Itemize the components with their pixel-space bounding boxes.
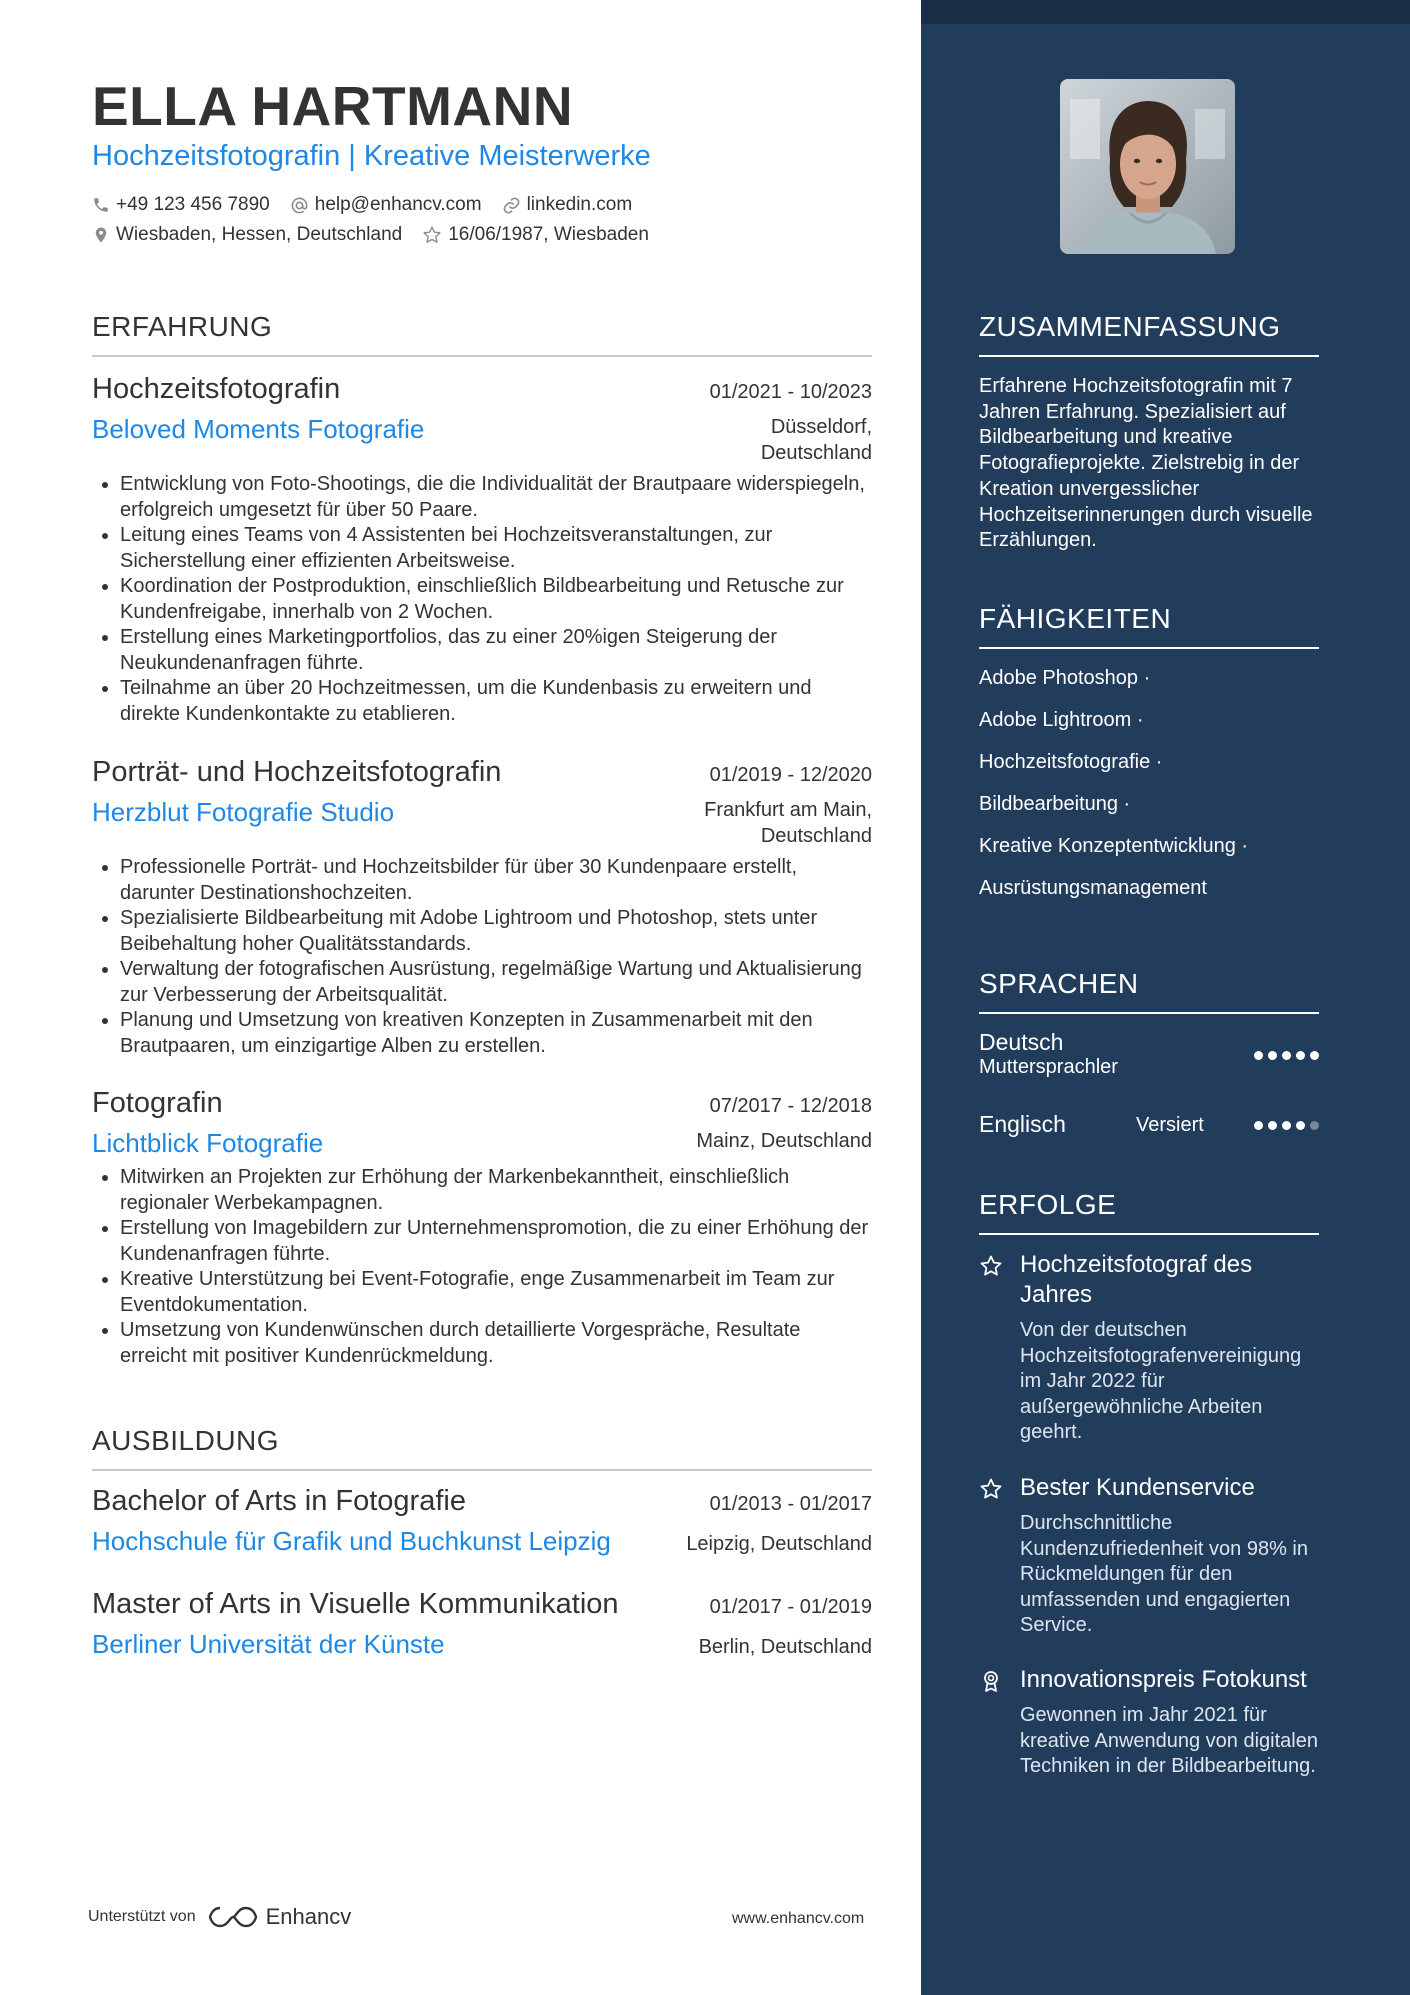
job-location-line: Düsseldorf, — [770, 416, 872, 438]
job-bullet: • Erstellung von Imagebildern zur Unternehmenspromotion, die zu einer Erhöhung der Kundenanfragen führte. — [120, 1216, 872, 1267]
job-company: Lichtblick Fotografie — [92, 1128, 324, 1158]
job-bullets — [92, 1165, 872, 1369]
job-entry — [92, 1087, 872, 1369]
achievements-heading: ERFOLGE — [979, 1189, 1319, 1235]
contact-email[interactable] — [290, 194, 482, 216]
candidate-name: ELLA HARTMANN — [92, 75, 574, 137]
portrait-image — [1060, 79, 1235, 254]
job-title: Hochzeitsfotografin — [92, 373, 341, 405]
language-rating — [1249, 1051, 1319, 1060]
rating-dot-filled — [1268, 1051, 1277, 1060]
powered-by-text: Unterstützt von — [88, 1908, 196, 1925]
summary-heading: ZUSAMMENFASSUNG — [979, 311, 1319, 357]
enhancv-logo-icon — [208, 1904, 258, 1930]
profile-photo — [1060, 79, 1235, 254]
rating-dot-filled — [1282, 1121, 1291, 1130]
rating-dot-filled — [1268, 1121, 1277, 1130]
email-text: help@enhancv.com — [314, 194, 482, 215]
achievement-title: Innovationspreis Fotokunst — [1020, 1666, 1307, 1693]
skill-item: Kreative Konzeptentwicklung · — [979, 835, 1249, 857]
award-icon — [979, 1669, 1003, 1693]
phone-text: +49 123 456 7890 — [116, 194, 270, 215]
degree-date: 01/2017 - 01/2019 — [709, 1596, 872, 1618]
skills-heading: FÄHIGKEITEN — [979, 603, 1319, 649]
footer-website[interactable]: www.enhancv.com — [732, 1910, 865, 1927]
location-pin-icon — [92, 225, 110, 245]
contact-row-2 — [92, 224, 669, 246]
school-location: Leipzig, Deutschland — [686, 1533, 872, 1555]
rating-dot-filled — [1254, 1051, 1263, 1060]
summary-text: Erfahrene Hochzeitsfotografin mit 7 Jahren Erfahrung. Spezialisiert auf Bildbearbeitung und kreative Fotografieprojekte. Zielstrebig in der Kreation unvergesslicher Hochzeitserinnerungen durch visuelle Erzählungen. — [979, 375, 1313, 552]
job-title: Porträt- und Hochzeitsfotografin — [92, 756, 502, 788]
contact-phone — [92, 194, 270, 216]
achievement-entry — [979, 1250, 1319, 1446]
achievement-desc: Gewonnen im Jahr 2021 für kreative Anwendung von digitalen Techniken in der Bildbearbeitung. — [1020, 1704, 1318, 1777]
experience-heading: ERFAHRUNG — [92, 311, 872, 357]
birth-text: 16/06/1987, Wiesbaden — [448, 224, 649, 245]
education-entry — [92, 1588, 872, 1660]
job-bullet: • Planung und Umsetzung von kreativen Konzepten in Zusammenarbeit mit den Brautpaaren, um einzigartige Alben zu erstellen. — [120, 1008, 872, 1059]
job-company: Beloved Moments Fotografie — [92, 414, 425, 444]
degree-title: Bachelor of Arts in Fotografie — [92, 1485, 466, 1517]
education-entry — [92, 1485, 872, 1557]
school-location: Berlin, Deutschland — [698, 1636, 872, 1658]
job-bullet: • Leitung eines Teams von 4 Assistenten bei Hochzeitsveranstaltungen, zur Sicherstellung einer effizienten Arbeitsweise. — [120, 523, 872, 574]
job-location-line: Mainz, Deutschland — [696, 1130, 872, 1152]
location-text: Wiesbaden, Hessen, Deutschland — [116, 224, 403, 245]
job-bullet: • Umsetzung von Kundenwünschen durch detaillierte Vorgespräche, Resultate erreicht mit positiver Kundenrückmeldung. — [120, 1318, 872, 1369]
contact-linkedin[interactable] — [502, 194, 633, 216]
language-name: Englisch — [979, 1111, 1066, 1137]
link-icon — [502, 196, 521, 215]
job-date: 07/2017 - 12/2018 — [709, 1095, 872, 1117]
linkedin-text: linkedin.com — [526, 194, 633, 215]
skill-item: Bildbearbeitung · — [979, 793, 1131, 815]
job-date: 01/2021 - 10/2023 — [709, 381, 872, 403]
language-rating — [1249, 1121, 1319, 1130]
phone-icon — [92, 196, 110, 214]
job-bullet: • Kreative Unterstützung bei Event-Fotografie, enge Zusammenarbeit im Team zur Eventdokumentation. — [120, 1267, 872, 1318]
skill-item: Ausrüstungsmanagement — [979, 877, 1207, 899]
job-bullet: • Verwaltung der fotografischen Ausrüstung, regelmäßige Wartung und Aktualisierung zur Verbesserung der Arbeitsqualität. — [120, 957, 872, 1008]
skill-item: Adobe Lightroom · — [979, 709, 1144, 731]
job-location — [696, 1128, 872, 1154]
job-bullet: • Entwicklung von Foto-Shootings, die die Individualität der Brautpaare widerspiegeln, erfolgreich umgesetzt für über 50 Paare. — [120, 472, 872, 523]
job-location — [704, 797, 872, 849]
rating-dot-filled — [1296, 1051, 1305, 1060]
job-bullet: • Mitwirken an Projekten zur Erhöhung der Markenbekanntheit, einschließlich regionaler Werbekampagnen. — [120, 1165, 872, 1216]
job-title: Fotografin — [92, 1087, 223, 1119]
contact-location — [92, 224, 402, 246]
star-icon — [422, 225, 442, 245]
job-location-line: Frankfurt am Main, — [704, 799, 872, 821]
enhancv-brand: Enhancv — [265, 1904, 352, 1929]
job-location — [761, 414, 872, 466]
candidate-title: Hochzeitsfotografin | Kreative Meisterwerke — [92, 140, 651, 172]
skill-item: Hochzeitsfotografie · — [979, 751, 1163, 773]
job-bullet: • Erstellung eines Marketingportfolios, das zu einer 20%igen Steigerung der Neukundenanfragen führte. — [120, 625, 872, 676]
rating-dot-filled — [1282, 1051, 1291, 1060]
achievement-entry — [979, 1473, 1319, 1639]
contact-row-1 — [92, 194, 652, 216]
job-bullet: • Spezialisierte Bildbearbeitung mit Adobe Lightroom und Photoshop, stets unter Beibehaltung hoher Qualitätsstandards. — [120, 906, 872, 957]
degree-date: 01/2013 - 01/2017 — [709, 1493, 872, 1515]
language-entry — [979, 1029, 1319, 1079]
contact-birth — [422, 224, 649, 246]
achievement-title: Bester Kundenservice — [1020, 1474, 1255, 1501]
job-entry — [92, 373, 872, 727]
job-entry — [92, 756, 872, 1059]
sidebar — [921, 0, 1410, 1995]
job-bullet: • Professionelle Porträt- und Hochzeitsbilder für über 30 Kundenpaare erstellt, darunter Destinationshochzeiten. — [120, 855, 872, 906]
sidebar-top-bar — [921, 0, 1410, 24]
achievement-desc: Von der deutschen Hochzeitsfotografenvereinigung im Jahr 2022 für außergewöhnliche Arbeiten geehrt. — [1020, 1319, 1302, 1443]
star-icon — [979, 1477, 1003, 1501]
education-heading: AUSBILDUNG — [92, 1425, 872, 1471]
skill-item: Adobe Photoshop · — [979, 667, 1151, 689]
job-company: Herzblut Fotografie Studio — [92, 797, 395, 827]
footer-powered-by — [88, 1904, 351, 1930]
language-level: Versiert — [1136, 1114, 1204, 1136]
job-location-line: Deutschland — [760, 442, 872, 464]
job-bullets — [92, 855, 872, 1059]
star-icon — [979, 1254, 1003, 1278]
rating-dot-filled — [1310, 1051, 1319, 1060]
rating-dot-empty — [1310, 1121, 1319, 1130]
rating-dot-filled — [1254, 1121, 1263, 1130]
school-name: Hochschule für Grafik und Buchkunst Leipzig — [92, 1526, 611, 1556]
job-bullet: • Koordination der Postproduktion, einschließlich Bildbearbeitung und Retusche zur Kundenfreigabe, innerhalb von 2 Wochen. — [120, 574, 872, 625]
at-icon — [290, 196, 309, 215]
achievement-entry — [979, 1665, 1319, 1780]
job-bullet: • Teilnahme an über 20 Hochzeitmessen, um die Kundenbasis zu erweitern und direkte Kundenkontakte zu etablieren. — [120, 676, 872, 727]
job-date: 01/2019 - 12/2020 — [709, 764, 872, 786]
job-location-line: Deutschland — [760, 825, 872, 847]
job-bullets — [92, 472, 872, 727]
language-level: Muttersprachler — [979, 1056, 1118, 1078]
rating-dot-filled — [1296, 1121, 1305, 1130]
language-name: Deutsch — [979, 1029, 1064, 1055]
school-name: Berliner Universität der Künste — [92, 1629, 445, 1659]
degree-title: Master of Arts in Visuelle Kommunikation — [92, 1588, 619, 1620]
achievement-title: Hochzeitsfotograf des Jahres — [1020, 1251, 1253, 1308]
language-entry — [979, 1111, 1319, 1138]
achievement-desc: Durchschnittliche Kundenzufriedenheit von 98% in Rückmeldungen für den umfassenden und engagierten Service. — [1020, 1512, 1308, 1636]
languages-heading: SPRACHEN — [979, 968, 1319, 1014]
